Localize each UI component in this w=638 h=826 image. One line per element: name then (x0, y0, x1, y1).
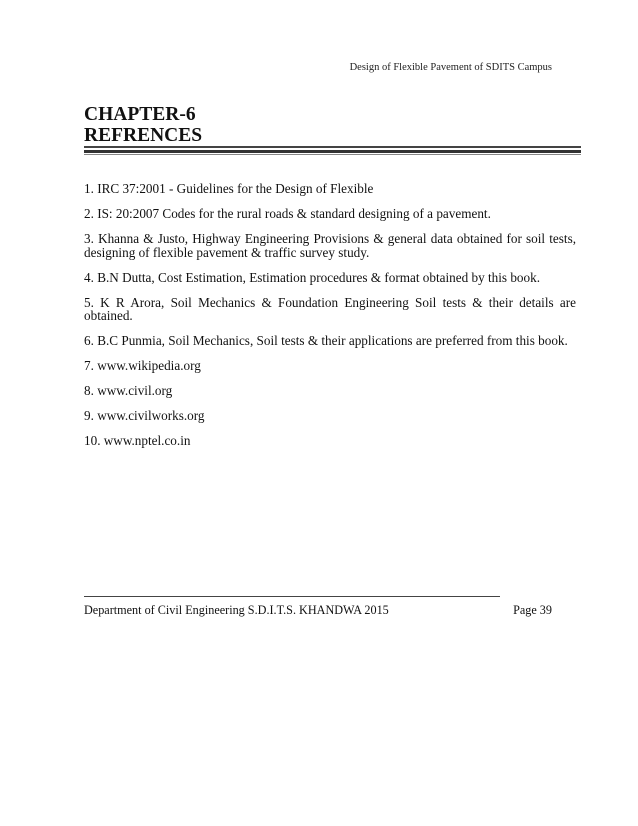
page-number: Page 39 (513, 603, 552, 617)
heading-divider (84, 146, 581, 155)
reference-list (84, 182, 576, 459)
reference-item-8: 8. www.civil.org (84, 383, 173, 398)
reference-item-3: 3. Khanna & Justo, Highway Engineering Provisions & general data obtained for soil tests, designing of flexible pavement & traffic survey study. (84, 231, 576, 260)
reference-item-9: 9. www.civilworks.org (84, 408, 205, 423)
reference-item-5: 5. K R Arora, Soil Mechanics & Foundation Engineering Soil tests & their details are obtained. (84, 294, 576, 323)
reference-item-4: 4. B.N Dutta, Cost Estimation, Estimation procedures & format obtained by this book. (84, 269, 541, 285)
chapter-number: CHAPTER-6 (84, 104, 196, 125)
running-header: Design of Flexible Pavement of SDITS Campus (349, 62, 552, 73)
chapter-title: REFRENCES (84, 125, 203, 146)
reference-item-2: 2. IS: 20:2007 Codes for the rural roads & standard designing of a pavement. (84, 206, 491, 221)
reference-item-10: 10. www.nptel.co.in (84, 433, 191, 448)
chapter-heading (84, 104, 202, 146)
footer-department: Department of Civil Engineering S.D.I.T.S. KHANDWA 2015 (84, 603, 389, 617)
heading-divider-line-middle (84, 150, 581, 153)
heading-divider-line-bottom (84, 154, 581, 155)
footer-divider (84, 596, 500, 597)
reference-item-6: 6. B.C Punmia, Soil Mechanics, Soil tests & their applications are preferred from this book. (84, 333, 568, 348)
heading-divider-line-top (84, 146, 581, 148)
reference-item-1: 1. IRC 37:2001 - Guidelines for the Design of Flexible (84, 181, 374, 196)
reference-item-7: 7. www.wikipedia.org (84, 358, 201, 373)
